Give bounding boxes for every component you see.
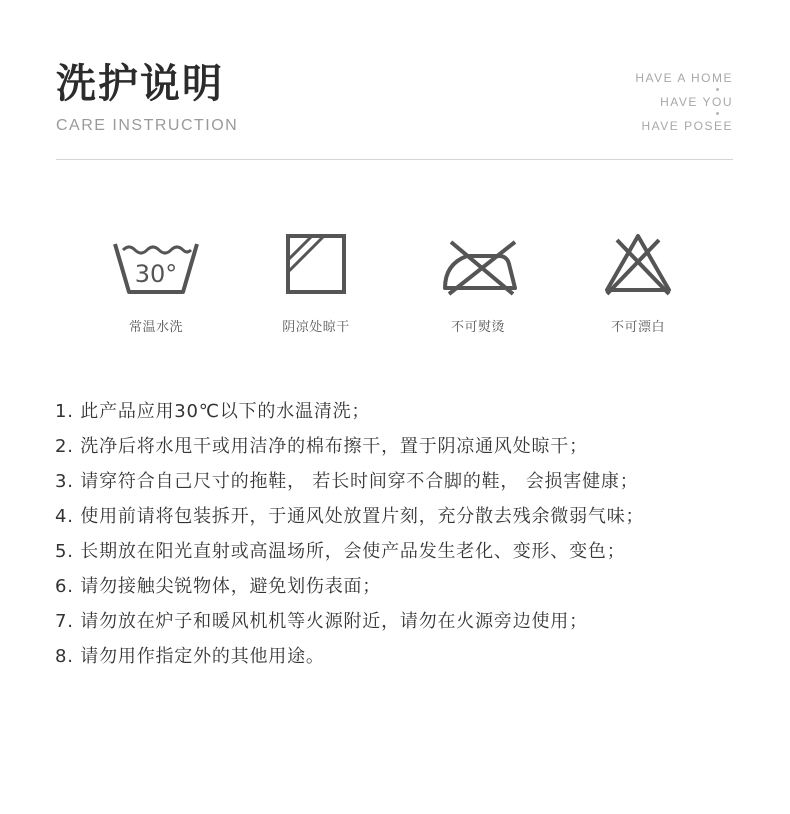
header-divider [56, 159, 733, 160]
care-label-no-iron: 不可熨烫 [450, 320, 505, 335]
care-item-shade-dry [246, 230, 386, 335]
care-icons-row [0, 230, 790, 340]
instruction-item: 4. 使用前请将包装拆开，于通风处放置片刻，充分散去残余微弱气味； [55, 506, 645, 527]
wash-30-icon [111, 230, 201, 296]
instruction-list [55, 397, 755, 677]
care-label-wash: 常温水洗 [128, 320, 183, 335]
care-item-no-iron [408, 230, 548, 335]
page-subtitle: CARE INSTRUCTION [56, 117, 239, 134]
do-not-bleach-icon [593, 230, 683, 296]
shade-dry-icon [271, 230, 361, 296]
tagline-dot [716, 112, 719, 115]
care-label-shade-dry: 阴凉处晾干 [282, 320, 350, 335]
care-item-no-bleach [568, 230, 708, 335]
tagline-line-2: HAVE YOU [660, 95, 733, 109]
do-not-iron-icon [433, 230, 523, 296]
brand-tagline [635, 72, 733, 132]
wash-temp-text: 30° [134, 260, 178, 288]
page-title: 洗护说明 [56, 61, 224, 107]
tagline-line-3: HAVE POSEE [641, 119, 733, 133]
care-label-no-bleach: 不可漂白 [610, 320, 665, 335]
instruction-item: 3. 请穿符合自己尺寸的拖鞋， 若长时间穿不合脚的鞋， 会损害健康； [55, 471, 639, 492]
instruction-item: 5. 长期放在阳光直射或高温场所，会使产品发生老化、变形、变色； [55, 541, 626, 562]
tagline-line-1: HAVE A HOME [635, 71, 733, 85]
care-item-wash [86, 230, 226, 335]
instruction-item: 7. 请勿放在炉子和暖风机机等火源附近，请勿在火源旁边使用； [55, 611, 588, 632]
instruction-item: 8. 请勿用作指定外的其他用途。 [55, 646, 325, 667]
instruction-item: 2. 洗净后将水甩干或用洁净的棉布擦干，置于阴凉通风处晾干； [55, 436, 588, 457]
instruction-item: 1. 此产品应用30℃以下的水温清洗； [55, 401, 371, 422]
tagline-dot [716, 88, 719, 91]
instruction-item: 6. 请勿接触尖锐物体，避免划伤表面； [55, 576, 382, 597]
